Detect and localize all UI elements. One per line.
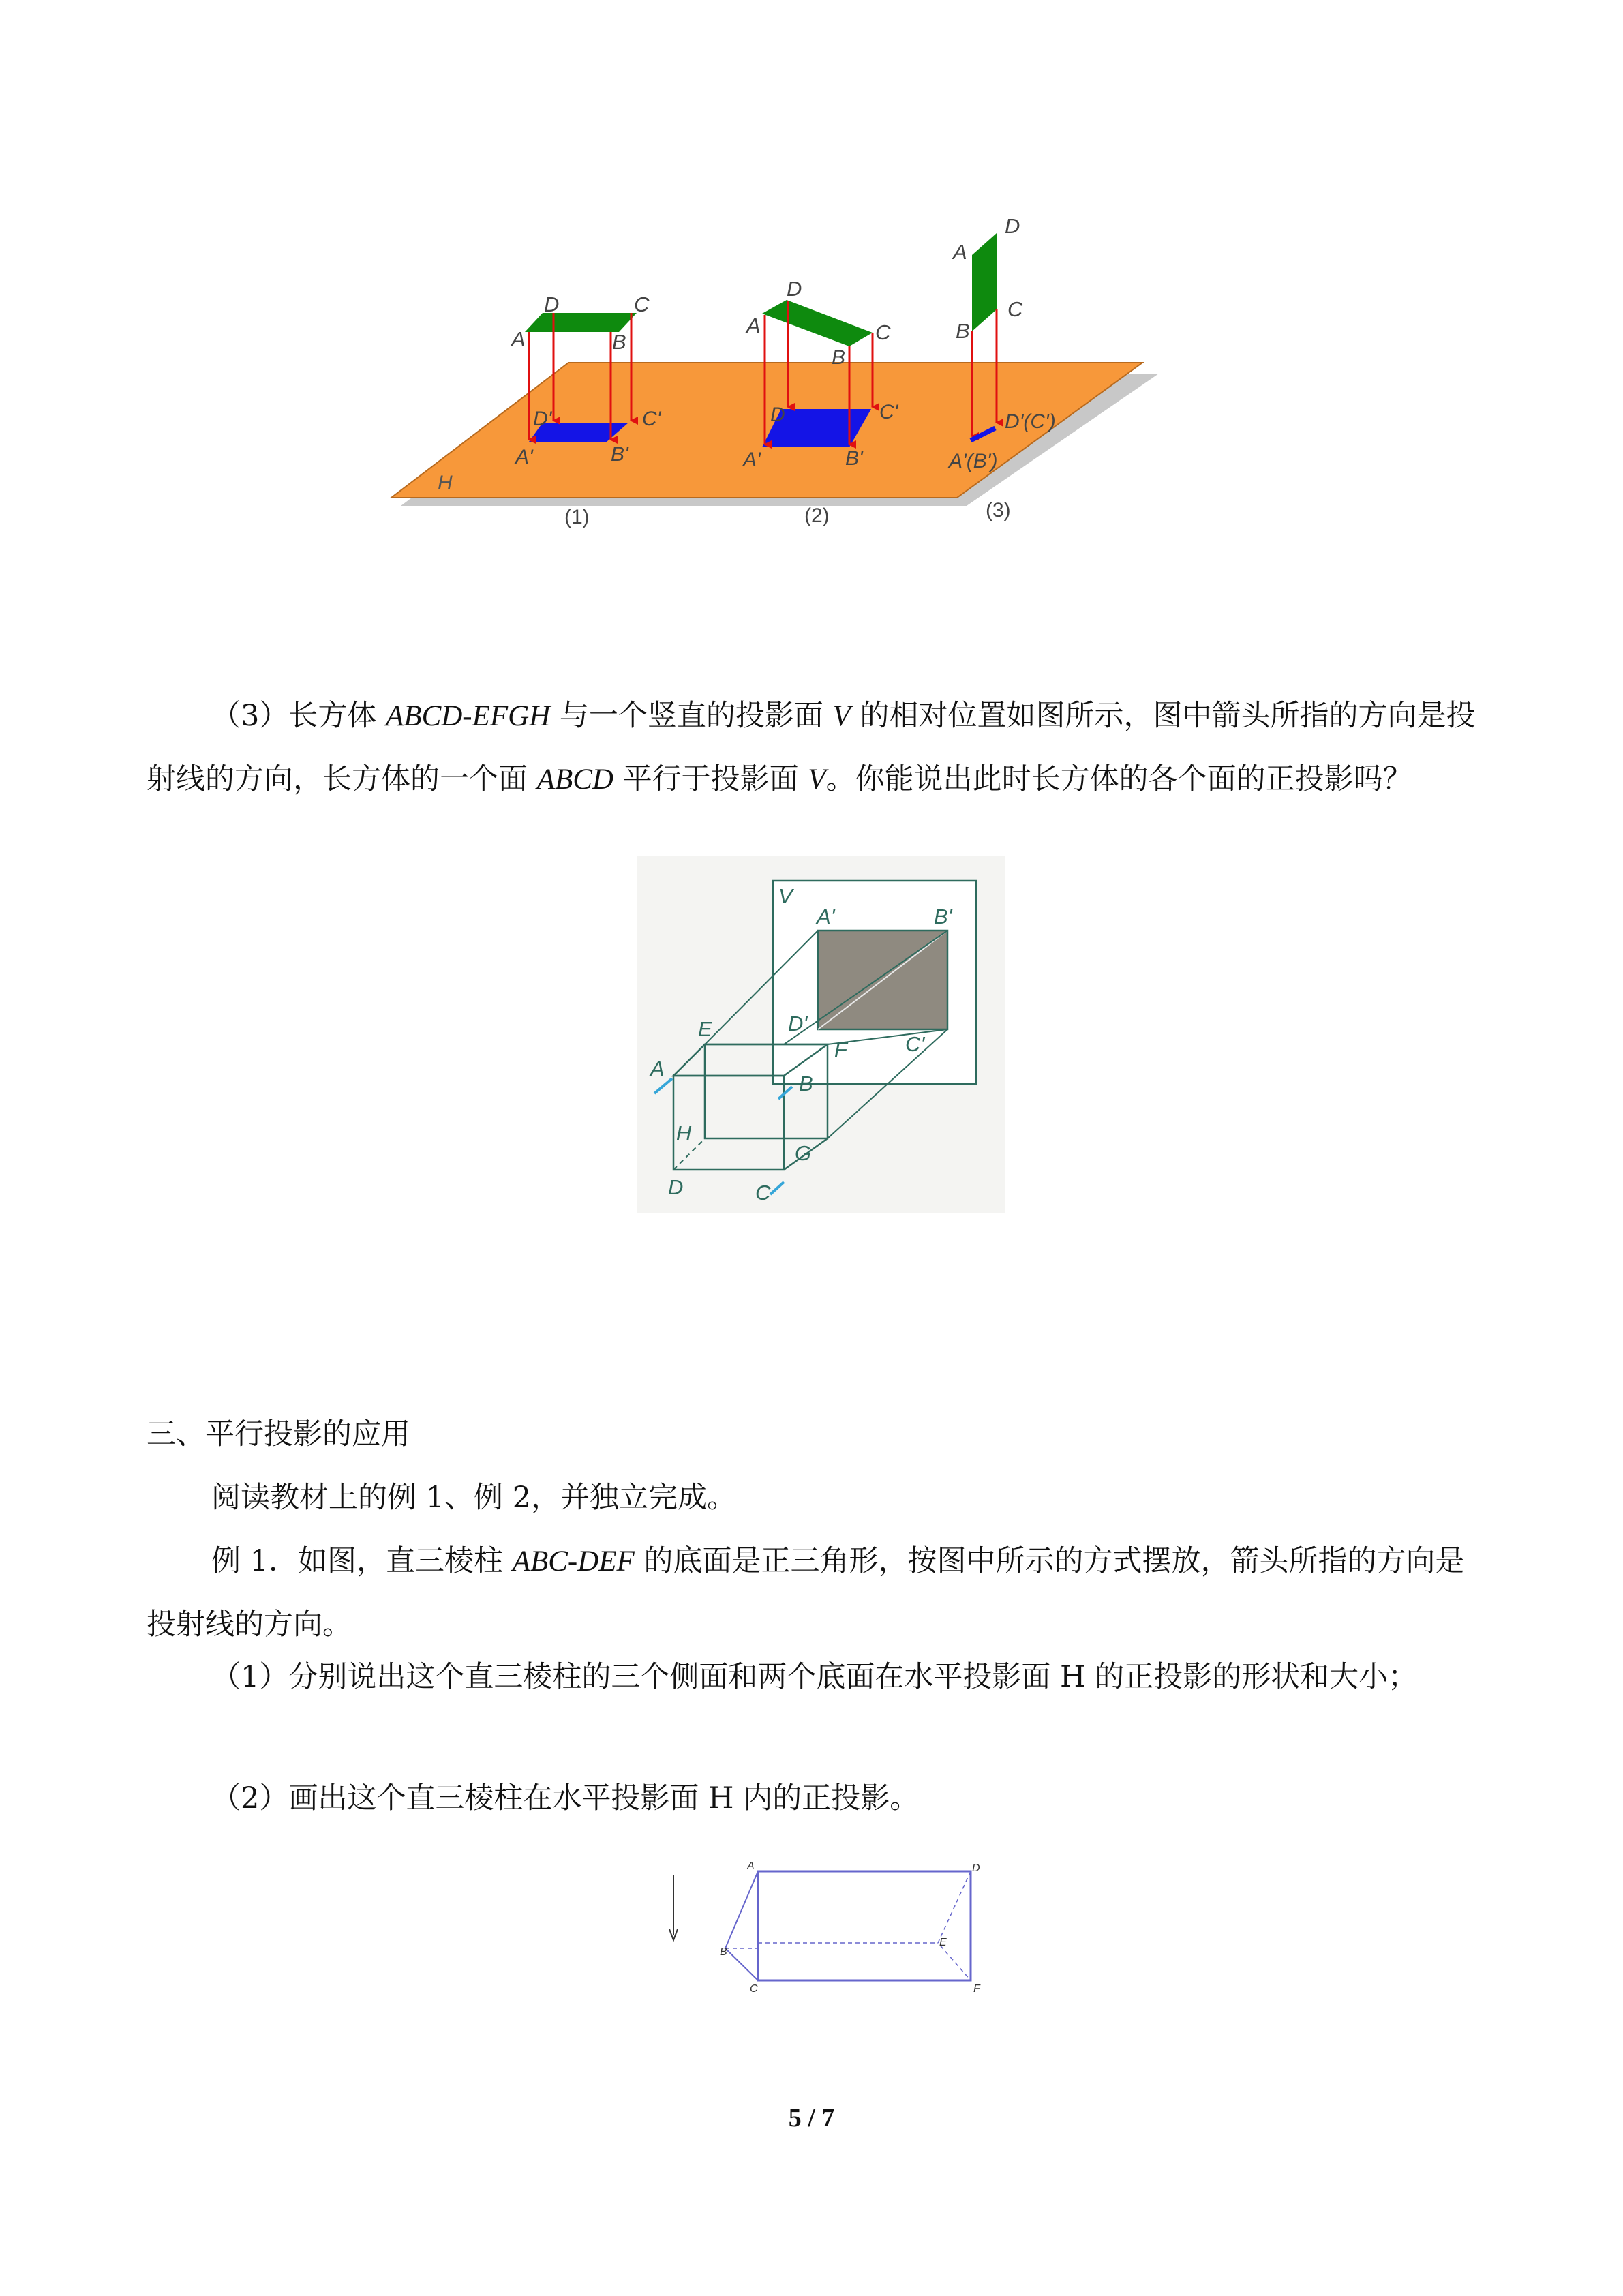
label-3-d: D xyxy=(1005,214,1020,238)
label-2-bp: B' xyxy=(845,447,863,470)
label-2-d: D xyxy=(787,277,802,301)
subfigure-2-caption: (2) xyxy=(804,504,830,527)
prism-label-c: C xyxy=(750,1983,758,1995)
label-3-b: B xyxy=(956,319,970,343)
label-c-prime: C' xyxy=(905,1032,925,1056)
subfigure-1-caption: (1) xyxy=(564,506,590,528)
label-2-cp: C' xyxy=(879,401,898,423)
label-1-cp: C' xyxy=(642,408,661,430)
label-d: D xyxy=(668,1175,684,1199)
label-3-apbp: A'(B') xyxy=(949,450,998,472)
prism-label-f: F xyxy=(973,1983,980,1995)
label-f: F xyxy=(834,1038,847,1061)
q3-num: （3） xyxy=(211,699,289,733)
page-number: 5 / 7 xyxy=(788,2104,835,2132)
label-b: B xyxy=(799,1072,813,1096)
section3-question: （3）长方体 ABCD-EFGH 与一个竖直的投影面 V 的相对位置如图所示，图中箭头所指的方向是投射线的方向，长方体的一个面 ABCD 平行于投影面 V。你能说出此时长方体的各个面的正投影吗？ xyxy=(147,699,1476,796)
label-e: E xyxy=(698,1017,712,1041)
prism-label-e: E xyxy=(939,1937,947,1948)
label-a: A xyxy=(650,1057,665,1081)
plane-h-label: H xyxy=(438,472,453,494)
label-g: G xyxy=(795,1141,812,1165)
label-1-bp: B' xyxy=(611,443,628,466)
prism-rectangle xyxy=(758,1871,971,1980)
square-top-2 xyxy=(762,300,873,346)
label-1-a: A xyxy=(511,327,526,351)
label-3-a: A xyxy=(953,240,967,264)
question-1: （1）分别说出这个直三棱柱的三个侧面和两个底面在水平投影面 H 的正投影的形状和大小； xyxy=(211,1660,1418,1694)
label-v: V xyxy=(778,884,793,908)
label-d-prime: D' xyxy=(788,1012,808,1036)
label-3-c: C xyxy=(1007,297,1023,321)
label-2-ap: A' xyxy=(743,449,761,471)
label-3-dpcp: D'(C') xyxy=(1005,410,1056,433)
prism-label-b: B xyxy=(720,1946,727,1958)
label-c: C xyxy=(755,1181,771,1205)
label-2-b: B xyxy=(832,346,846,369)
square-top-1 xyxy=(525,313,637,332)
question-2: （2）画出这个直三棱柱在水平投影面 H 内的正投影。 xyxy=(211,1781,920,1815)
projection-figure-1 xyxy=(368,205,1186,545)
label-b-prime: B' xyxy=(934,905,952,928)
label-a-prime: A' xyxy=(817,905,835,928)
label-2-a: A xyxy=(746,314,761,337)
label-1-d: D xyxy=(544,292,560,316)
subfigure-3-caption: (3) xyxy=(986,499,1011,522)
label-1-c: C xyxy=(634,292,650,316)
square-top-3 xyxy=(972,233,997,331)
label-1-dp: D' xyxy=(533,408,552,430)
section-heading: 三、平行投影的应用 xyxy=(147,1417,410,1451)
label-2-c: C xyxy=(875,320,891,344)
example-1: 例 1．如图，直三棱柱 ABC-DEF 的底面是正三角形，按图中所示的方式摆放，箭头所指的方向是投射线的方向。 xyxy=(147,1544,1465,1642)
cuboid-projection-figure xyxy=(634,852,1016,1220)
label-1-ap: A' xyxy=(515,446,533,468)
label-h: H xyxy=(676,1121,692,1145)
prism-figure xyxy=(661,1854,988,2004)
prism-label-d: D xyxy=(972,1862,980,1874)
reading-instruction: 阅读教材上的例 1、例 2，并独立完成。 xyxy=(211,1481,737,1515)
label-1-b: B xyxy=(612,330,626,354)
prism-label-a: A xyxy=(747,1860,755,1872)
label-2-dp: D xyxy=(770,404,785,426)
